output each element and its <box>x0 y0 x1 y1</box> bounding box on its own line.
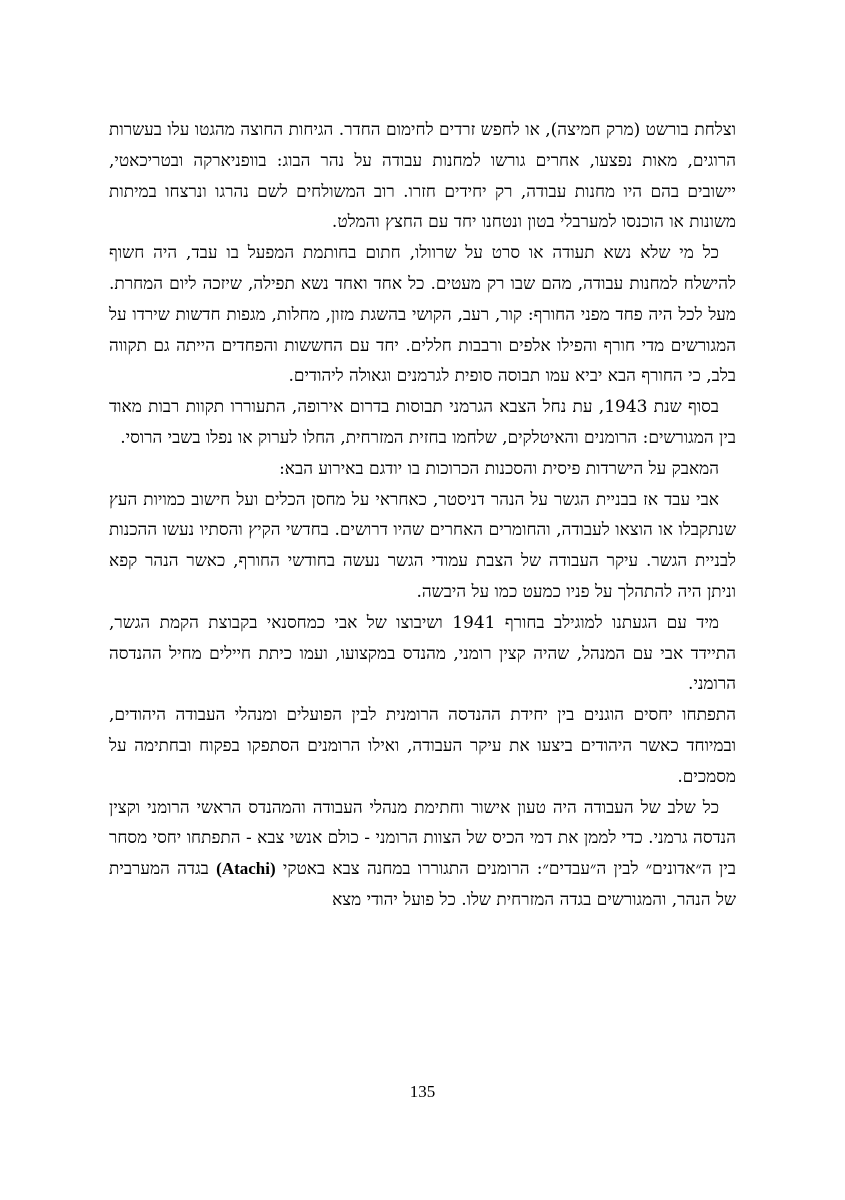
page-number: 135 <box>409 1082 436 1101</box>
paragraph <box>109 392 736 454</box>
paragraph <box>109 454 736 485</box>
paragraph-text: התפתחו יחסים הוגנים בין יחידת ההנדסה הרומנית לבין הפועלים ומנהלי העבודה היהודים, ובמיוחד כאשר היהודים ביצעו את עיקר העבודה, ואילו הרומנים הסתפקו בפקוח ובחתימה על מסמכים. <box>109 705 736 787</box>
paragraph <box>109 115 736 238</box>
paragraph-text: וצלחת בורשט (מרק חמיצה), או לחפש זרדים לחימום החדר. הגיחות החוצה מהגטו עלו בעשרות הרוגים, מאות נפצעו, אחרים גורשו למחנות עבודה על נהר הבוג: בוופניארקה ובטריכאטי, יישובים בהם היו מחנות עבודה, רק יחידים חזרו. רוב המשולחים לשם נהרגו ונרצחו במיתות משונות או הוכנסו למערבלי בטון ונטחנו יחד עם החצץ והמלט. <box>109 120 736 233</box>
paragraph-text: מיד עם הגעתנו למוגילב בחורף 1941 ושיבוצו של אבי כמחסנאי בקבוצת הקמת הגשר, התיידד אבי עם המנהל, שהיה קצין רומני, מהנדס במקצועו, ועמו כיתת חיילים מחיל ההנדסה הרומני. <box>109 612 736 695</box>
paragraph-text: אבי עבד אז בבניית הגשר על הנהר דניסטר, כאחראי על מחסן הכלים ועל חישוב כמויות העץ שנתקבלו או הוצאו לעבודה, והחומרים האחרים שהיו דרושים. בחדשי הקיץ והסתיו נעשו ההכנות לבניית הגשר. עיקר העבודה של הצבת עמודי הגשר נעשה בחודשי החורף, כאשר הנהר קפא וניתן היה להתהלך על פניו כמעט כמו על היבשה. <box>109 489 736 602</box>
paragraph-text: כל מי שלא נשא תעודה או סרט על שרוולו, חתום בחותמת המפעל בו עבד, היה חשוף להישלח למחנות עבודה, מהם שבו רק מעטים. כל אחד ואחד נשא תפילה, שיזכה ליום המחרת. מעל לכל היה פחד מפני החורף: קור, רעב, הקושי בהשגת מזון, מחלות, מגפות חדשות שירדו על המגורשים מדי חורף והפילו אלפים ורבבות חללים. יחד עם החששות והפחדים הייתה גם תקווה בלב, כי החורף הבא יביא עמו תבוסה סופית לגרמנים וגאולה ליהודים. <box>109 243 736 387</box>
paragraph <box>109 608 736 700</box>
paragraph <box>109 700 736 792</box>
paragraph <box>109 485 736 608</box>
paragraph-text: בגדה המערבית של הנהר, והמגורשים בגדה המזרחית שלו. כל פועל יהודי מצא <box>109 859 736 910</box>
paragraph-text: כל שלב של העבודה היה טעון אישור וחתימת מנהלי העבודה והמהנדס הראשי הרומני וקצין הנדסה גרמני. כדי לממן את דמי הכיס של הצוות הרומני - כולם אנשי צבא - התפתחו יחסי מסחר בין ה״אדונים״ לבין ה״עבדים״: הרומנים התגוררו במחנה צבא באטקי <box>109 797 736 880</box>
paragraph-text: בסוף שנת 1943, עת נחל הצבא הגרמני תבוסות בדרום אירופה, התעוררו תקוות רבות מאוד בין המגורשים: הרומנים והאיטלקים, שלחמו בחזית המזרחית, החלו לערוק או נפלו בשבי הרוסי. <box>109 397 736 448</box>
paragraph-text: המאבק על הישרדות פיסית והסכנות הכרוכות בו יודגם באירוע הבא: <box>279 458 719 479</box>
body-text <box>109 115 736 916</box>
latin-term: (Atachi) <box>216 859 276 879</box>
paragraph <box>109 793 736 916</box>
paragraph <box>109 238 736 392</box>
